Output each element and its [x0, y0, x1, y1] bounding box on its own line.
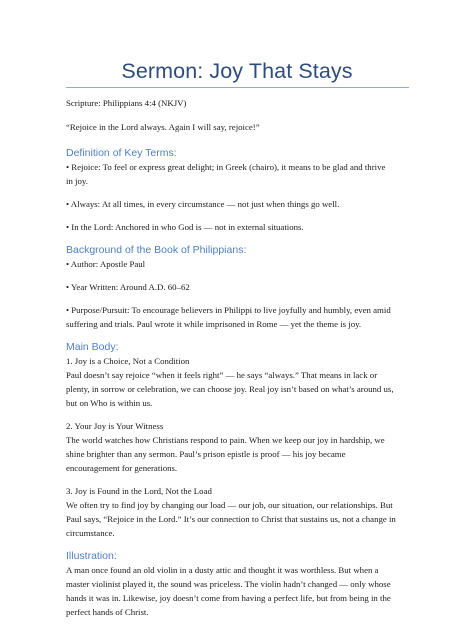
page-title: Sermon: Joy That Stays — [121, 59, 353, 83]
definition-rejoice-line-1: • Rejoice: To feel or express great delight; in Greek (chairo), it means to be glad and thrive — [66, 162, 386, 172]
point-3-line-1: We often try to find joy by changing our load — our job, our situation, our relationships. But — [66, 500, 393, 510]
illustration-line-1: A man once found an old violin in a dusty attic and thought it was worthless. But when a — [66, 565, 379, 575]
illustration-line-3: hands it was in. Likewise, joy doesn’t come from having a perfect life, but from being in the — [66, 593, 391, 603]
background-author: • Author: Apostle Paul — [66, 259, 146, 269]
illustration-line-2: master violinist played it, the sound was priceless. The violin hadn’t changed — only whose — [66, 579, 391, 589]
point-1-line-3: but on Who is within us. — [66, 398, 153, 408]
point-1-title: 1. Joy is a Choice, Not a Condition — [66, 356, 190, 366]
definition-always: • Always: At all times, in every circumstance — not just when things go well. — [66, 199, 340, 209]
point-1-line-2: plenty, in sorrow or celebration, we can choose joy. Real joy isn’t based on what’s around us, — [66, 384, 394, 394]
scripture-verse: “Rejoice in the Lord always. Again I will say, rejoice!” — [66, 122, 260, 132]
main-body-heading: Main Body: — [66, 341, 119, 353]
background-heading: Background of the Book of Philippians: — [66, 244, 247, 256]
illustration-line-4: perfect hands of Christ. — [66, 607, 149, 617]
background-purpose-line-1: • Purpose/Pursuit: To encourage believers in Philippi to live joyfully and humbly, even amid — [66, 305, 391, 315]
point-3-title: 3. Joy is Found in the Lord, Not the Load — [66, 486, 212, 496]
definition-rejoice-line-2: in joy. — [66, 176, 88, 186]
point-3-line-3: circumstance. — [66, 528, 115, 538]
point-2-line-2: shine brighter than any sermon. Paul’s prison epistle is proof — his joy became — [66, 449, 346, 459]
definition-in-the-lord: • In the Lord: Anchored in who God is — not in external situations. — [66, 222, 304, 232]
point-2-line-3: encouragement for generations. — [66, 463, 178, 473]
point-2-line-1: The world watches how Christians respond to pain. When we keep our joy in hardship, we — [66, 435, 385, 445]
background-purpose-line-2: suffering and trials. Paul wrote it while imprisoned in Rome — yet the theme is joy. — [66, 319, 362, 329]
document-body — [66, 96, 418, 619]
scripture-reference: Scripture: Philippians 4:4 (NKJV) — [66, 98, 187, 108]
definitions-heading: Definition of Key Terms: — [66, 147, 177, 159]
title-underline — [66, 87, 409, 88]
background-year: • Year Written: Around A.D. 60–62 — [66, 282, 190, 292]
illustration-heading: Illustration: — [66, 550, 117, 562]
point-2-title: 2. Your Joy is Your Witness — [66, 421, 164, 431]
point-3-line-2: Paul says, “Rejoice in the Lord.” It’s our connection to Christ that sustains us, not a change in — [66, 514, 396, 524]
point-1-line-1: Paul doesn’t say rejoice “when it feels right” — he says “always.” That means in lack or — [66, 370, 378, 380]
